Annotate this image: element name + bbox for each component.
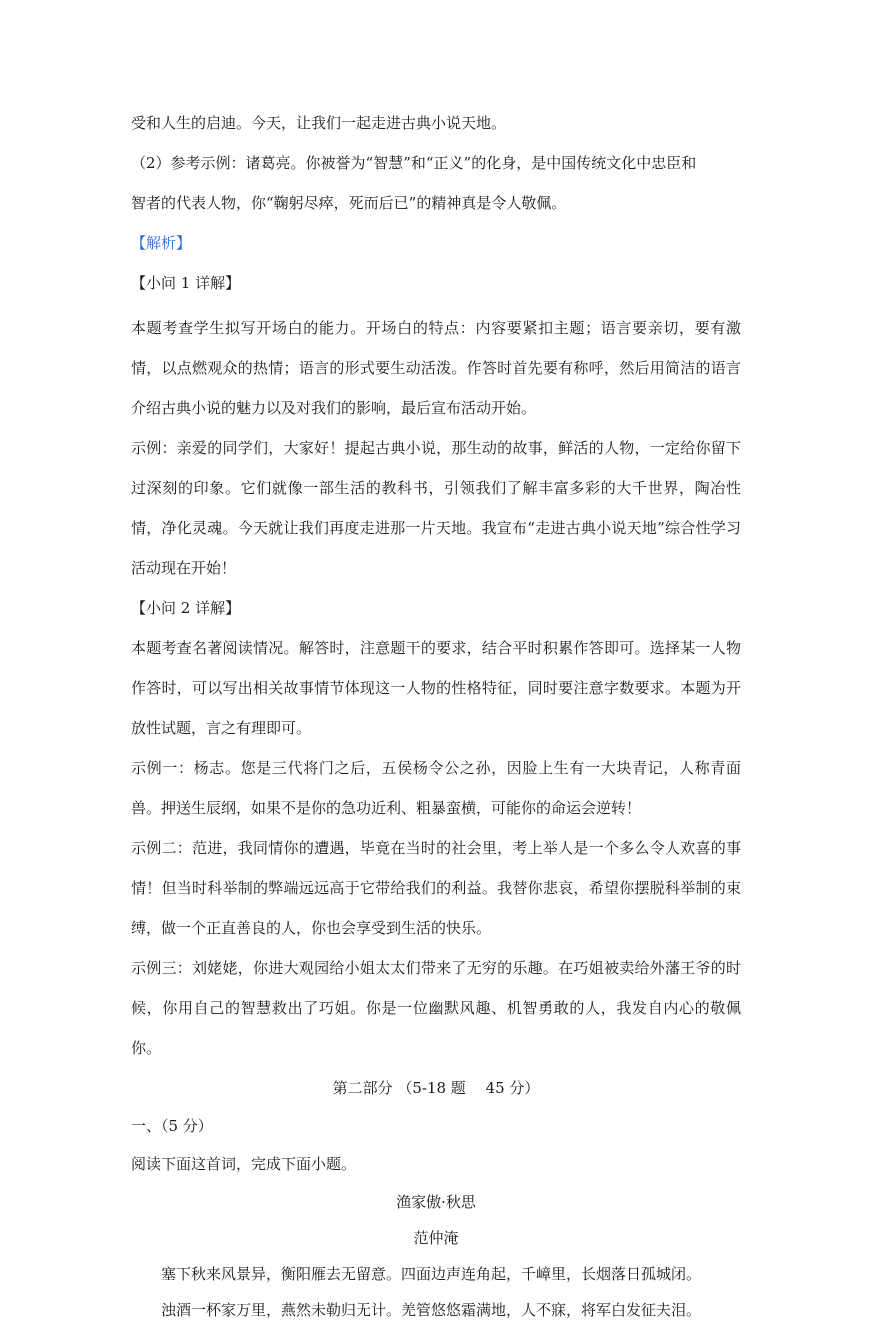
- paragraph: 本题考查学生拟写开场白的能力。开场白的特点：内容要紧扣主题；语言要亲切，要有激情，以点燃观众的热情；语言的形式要生动活泼。作答时首先要有称呼，然后用简洁的语言介绍古典小说的魅力以及对我们的影响，最后宣布活动开始。: [131, 319, 741, 417]
- paragraph: 示例：亲爱的同学们，大家好！提起古典小说，那生动的故事，鲜活的人物，一定给你留下过深刻的印象。它们就像一部生活的教科书，引领我们了解丰富多彩的大千世界，陶冶性情，净化灵魂。今天就让我们再度走进那一片天地。我宣布“走进古典小说天地”综合性学习活动现在开始！: [131, 439, 741, 577]
- paragraph: 本题考查名著阅读情况。解答时，注意题干的要求，结合平时积累作答即可。选择某一人物作答时，可以写出相关故事情节体现这一人物的性格特征，同时要注意字数要求。本题为开放性试题，言之有理即可。: [131, 639, 741, 737]
- poem-line: 浊酒一杯家万里，燕然未勒归无计。羌管悠悠霜满地，人不寐，将军白发征夫泪。: [161, 1301, 702, 1319]
- section-heading: 一、（5 分）: [131, 1117, 213, 1135]
- poem-author: 范仲淹: [413, 1229, 459, 1247]
- paragraph: 示例一：杨志。您是三代将门之后，五侯杨令公之孙，因脸上生有一大块青记，人称青面兽。押送生辰纲，如果不是你的急功近利、粗暴蛮横，可能你的命运会逆转！: [131, 759, 741, 817]
- sub-question-1-heading: 【小问 1 详解】: [131, 274, 241, 292]
- answer-example-2: （2）参考示例：诸葛亮。你被誉为“智慧”和“正义”的化身，是中国传统文化中忠臣和: [131, 154, 697, 172]
- part-heading: 第二部分 （5-18 题 45 分）: [332, 1079, 540, 1097]
- text-line: 受和人生的启迪。今天，让我们一起走进古典小说天地。: [131, 114, 507, 132]
- sub-question-2-heading: 【小问 2 详解】: [131, 599, 241, 617]
- paragraph: 示例三：刘姥姥，你进大观园给小姐太太们带来了无穷的乐趣。在巧姐被卖给外藩王爷的时候，你用自己的智慧救出了巧姐。你是一位幽默风趣、机智勇敢的人，我发自内心的敬佩你。: [131, 959, 741, 1057]
- paragraph: 示例二：范进，我同情你的遭遇，毕竟在当时的社会里，考上举人是一个多么令人欢喜的事情！但当时科举制的弊端远远高于它带给我们的利益。我替你悲哀，希望你摆脱科举制的束缚，做一个正直善良的人，你也会享受到生活的快乐。: [131, 839, 741, 937]
- document-content: [131, 108, 741, 1328]
- poem-line: 塞下秋来风景异，衡阳雁去无留意。四面边声连角起，千嶂里，长烟落日孤城闭。: [161, 1265, 702, 1283]
- text-line: 智者的代表人物，你“鞠躬尽瘁，死而后已”的精神真是令人敬佩。: [131, 194, 567, 212]
- instruction: 阅读下面这首词，完成下面小题。: [131, 1155, 357, 1173]
- analysis-label: 【解析】: [131, 234, 192, 252]
- poem-title: 渔家傲·秋思: [396, 1193, 476, 1211]
